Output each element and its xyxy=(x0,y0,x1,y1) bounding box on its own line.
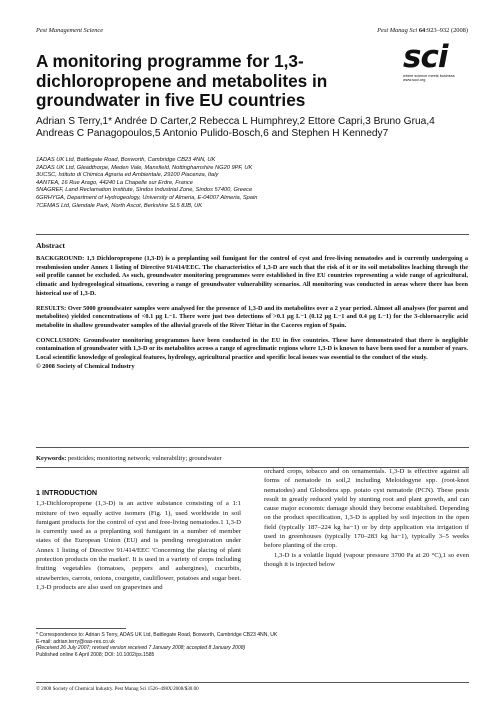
sci-logo-tagline xyxy=(403,74,467,83)
bottom-rule xyxy=(36,682,469,683)
sci-logo-mark: sci xyxy=(403,39,448,75)
sci-logo-tagline-2: www.soci.org xyxy=(403,78,426,83)
affiliation-4: 4ANTEA, 16 Rue Arago, 44240 La Chapelle sur Erdre, France xyxy=(36,179,193,186)
affiliation-1: 1ADAS UK Ltd, Battlegate Road, Boxworth, Cambridge CB23 4NN, UK xyxy=(36,157,216,163)
page-footer xyxy=(36,686,468,692)
keywords-text: pesticides; monitoring network; vulnerability; groundwater xyxy=(67,455,222,462)
footnotes xyxy=(36,632,468,659)
affiliations xyxy=(36,157,456,210)
affiliation-2: 2ADAS UK Ltd, Gleadthorpe, Meden Vale, Mansfield, Nottinghamshire NG20 9PF, UK xyxy=(36,164,253,171)
article-title: A monitoring programme for 1,3-dichloropropene and metabolites in groundwater in five EU countries xyxy=(36,51,328,111)
keywords xyxy=(36,455,468,462)
abstract-heading: Abstract xyxy=(36,241,66,250)
abstract-background: BACKGROUND: 1,3 Dichloropropene (1,3-D) is a preplanting soil fumigant for the control of cyst and free-living nematodes and is currently undergoing a resubmission under Annex 1 listing of Directive 91/414/EEC. The characteristics of 1,3-D are such that the risk of it or its soil metabolites leaching through the soil profile cannot be excluded. As such, groundwater monitoring programmes were established in five EU countries representing a wide range of agricultural, climatic and hydrogeological situations, covering a range of groundwater vulnerability scenarios. All monitoring was conducted in areas where there has been historical use of 1,3-D. xyxy=(36,255,468,297)
footnote-email: E-mail: adrian.terry@oas-res.co.uk xyxy=(36,638,115,645)
keywords-label: Keywords: xyxy=(36,455,67,462)
running-header-journal: Pest Management Science xyxy=(36,27,104,34)
abstract-copyright: © 2008 Society of Chemical Industry xyxy=(36,362,135,370)
sci-logo-tagline-1: where science meets business xyxy=(403,74,455,78)
affiliation-3: 3UCSC, Istituto di Chimica Agraria ed Ambientale, 29100 Piacenza, Italy xyxy=(36,172,219,179)
citation-journal: Pest Manag Sci xyxy=(377,27,418,34)
footer-copyright: © 2008 Society of Chemical Industry. Pest Manag Sci 1526–498X/2008/$30.00 xyxy=(36,686,199,692)
author-list: Adrian S Terry,1* Andrée D Carter,2 Rebecca L Humphrey,2 Ettore Capri,3 Bruno Grua,4 Andreas C Panagopoulos,5 Antonio Pulido-Bosch,6 and Stephen H Kennedy7 xyxy=(36,116,435,140)
abstract-conclusion: CONCLUSION: Groundwater monitoring programmes have been conducted in the EU in five countries. These have demonstrated that there is negligible contamination of groundwater with 1,3-D or its metabolites across a range of agroclimatic regions where 1,3-D is known to have been used for a number of years. Local scientific knowledge of geological features, hydrology, agricultural practice and specific local issues was essential to the conduct of the study. xyxy=(36,336,468,362)
affiliation-7: 7CEMAS Ltd, Glendale Park, North Ascot, Berkshire SL5 8JB, UK xyxy=(36,202,203,209)
footnote-received: (Received 26 July 2007; revised version received 7 January 2008; accepted 8 January 2008) xyxy=(36,645,246,652)
footnote-rule xyxy=(36,628,126,629)
abstract-top-rule xyxy=(36,234,469,235)
intro-right-column xyxy=(264,467,469,569)
abstract-body xyxy=(36,255,468,371)
footnote-correspondence: * Correspondence to: Adrian S Terry, ADAS UK Ltd, Battlegate Road, Boxworth, Cambridge CB23 4NN, UK xyxy=(36,632,278,638)
abstract-results: RESULTS: Over 5000 groundwater samples were analysed for the presence of 1,3-D and its metabolites over a 2 year period. Almost all analyses (for parent and metabolites) yielded concentrations of <0.1 µg L−1. There were just two detections of >0.1 µg L−1 (0.12 µg L−1 and 0.4 µg L−1) for the 3-chloroacrylic acid metabolite in shallow groundwater samples of the alluvial gravels of the River Tiétar in the Caceres region of Spain. xyxy=(36,304,468,329)
citation-pages: :923–932 (2008) xyxy=(425,27,468,34)
intro-right-text-1: orchard crops, tobacco and on ornamentals. 1,3-D is effective against all forms of nematode in soil,2 including Meloidogyne spp. (root-knot nematodes) and Globodera spp. potato cyst nematode (PCN). These pests result in greatly reduced yield by stunting root and plant growth, and can cause major economic damage should they become established. Depending on the product specification, 1,3-D is applied by soil injection in the open field (typically 187–224 kg ha−1) or by drip application via irrigation if used in greenhouses (typically 170–283 kg ha−1), typically 3–5 weeks before planting of the crop. xyxy=(264,468,469,550)
affiliation-5: 5NAGREF, Land Reclamation Institute, Sindos Industrial Zone, Sindos 57400, Greece xyxy=(36,187,253,194)
affiliation-6: 6GRHYGA, Department of Hydrogeology, University of Almeria, E-04007 Almeria, Spain xyxy=(36,194,258,201)
intro-left-column xyxy=(36,488,241,592)
intro-right-text-2: 1,3-D is a volatile liquid (vapour pressure 3700 Pa at 20 °C),1 so even though it is injected below xyxy=(264,551,469,568)
footnote-published: Published online 6 April 2008; DOI: 10.1002/ps.1585 xyxy=(36,652,155,659)
intro-left-text: 1,3-Dichloropropene (1,3-D) is an active substance consisting of a 1:1 mixture of two equally active isomers (Fig. 1), used worldwide in soil fumigant products for the control of cyst and free-living nematodes.1 1,3-D is currently used as a preplanting soil fumigant in a number of member states of the European Union (EU) and is pending reregistration under Annex 1 listing of Directive 91/414/EEC 'Concerning the placing of plant protection products on the market'. It is used in a variety of crops including fruiting vegetables (tomatoes, peppers and aubergines), cucurbits, strawberries, carrots, onions, courgette, cauliflower, potatoes and sugar beet. 1,3-D products are also used on grapevines and xyxy=(36,500,241,591)
citation-volume: 64 xyxy=(418,27,426,34)
section-heading-introduction: 1 INTRODUCTION xyxy=(36,488,98,497)
keywords-top-rule xyxy=(36,447,469,448)
sci-logo xyxy=(403,39,467,94)
running-header-citation xyxy=(377,27,468,34)
